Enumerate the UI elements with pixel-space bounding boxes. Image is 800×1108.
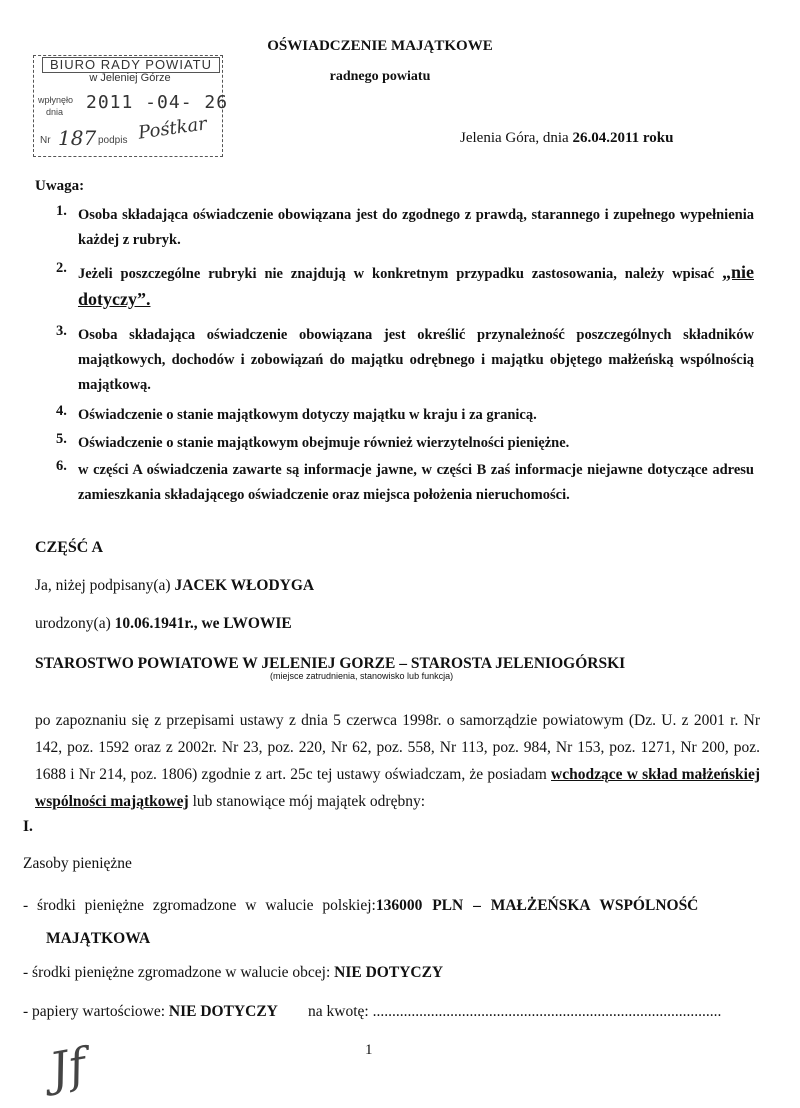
declaration-text: po zapoznaniu się z przepisami ustawy z dnia 5 czerwca 1998r. o samorządzie powiatowym (Dz. U. z 2001 r. Nr 142, poz. 1592 oraz z 2002r. Nr 23, poz. 220, Nr 62, poz. 558, Nr 113, poz. 984, Nr 153, poz. 1271, Nr 200, poz. 1688 i Nr 214, poz. 1806) zgodnie z art. 25c tej ustawy oświadczam, że posiadam xyxy=(35,712,760,783)
amount-line xyxy=(308,1003,721,1021)
birth-line xyxy=(35,615,292,633)
note-text: Osoba składająca oświadczenie obowiązana jest określić przynależność poszczególnych składników majątkowych, dochodów i zobowiązań do majątku odrębnego i majątku objętego małżeńską wspólnością majątkową. xyxy=(78,327,754,393)
note-text-part: Jeżeli poszczególne rubryki nie znajdują w konkretnym przypadku zastosowania, należy wpisać xyxy=(78,266,722,282)
handwritten-initials: Jf xyxy=(45,1037,90,1097)
employment-caption: (miejsce zatrudnienia, stanowisko lub funkcja) xyxy=(270,671,454,681)
foreign-value: NIE DOTYCZY xyxy=(334,964,444,981)
stamp-office: BIURO RADY POWIATU xyxy=(42,57,220,73)
note-text: Osoba składająca oświadczenie obowiązana jest do zgodnego z prawdą, starannego i zupełnego wypełnienia każdej z rubryk. xyxy=(78,207,754,248)
pln-label: - środki pieniężne zgromadzone w walucie polskiej: xyxy=(23,897,376,914)
note-number: 6. xyxy=(56,458,67,474)
amount-label: na kwotę: xyxy=(308,1003,373,1020)
birth-value: 10.06.1941r., we LWOWIE xyxy=(114,615,292,632)
stamp-nr-label: Nr xyxy=(40,135,51,146)
part-a-heading: CZĘŚĆ A xyxy=(35,539,104,556)
stamp-city: w Jeleniej Górze xyxy=(89,72,171,84)
declarant-label: Ja, niżej podpisany(a) xyxy=(35,577,175,594)
amount-dots: .......................................................................................... xyxy=(372,1003,722,1020)
note-text: Oświadczenie o stanie majątkowym obejmuje również wierzytelności pieniężne. xyxy=(78,435,570,451)
section-number: I. xyxy=(23,818,33,835)
stamp-date: 2011 -04- 26 xyxy=(86,92,229,113)
stamp-day-label: dnia xyxy=(46,107,64,117)
note-number: 5. xyxy=(56,431,67,447)
note-text: w części A oświadczenia zawarte są informacje jawne, w części B zaś informacje niejawne dotyczące adresu zamieszkania składającego oświadczenie oraz miejsca położenia nieruchomości. xyxy=(78,462,754,503)
birth-label: urodzony(a) xyxy=(35,615,115,632)
note-number: 3. xyxy=(56,323,67,339)
note-number: 1. xyxy=(56,203,67,219)
note-number: 2. xyxy=(56,260,67,276)
note-text: Oświadczenie o stanie majątkowym dotyczy majątku w kraju i za granicą. xyxy=(78,407,537,423)
stamp-received-label: wpłynęło xyxy=(38,95,74,105)
pln-value-cont: MAJĄTKOWA xyxy=(46,930,151,947)
stamp-sign-label: podpis xyxy=(98,135,128,146)
note-number: 4. xyxy=(56,403,67,419)
foreign-line xyxy=(23,964,443,982)
foreign-label: - środki pieniężne zgromadzone w walucie obcej: xyxy=(23,964,335,981)
declaration-text-end: lub stanowiące mój majątek odrębny: xyxy=(188,793,426,810)
declarant-line xyxy=(35,577,314,595)
securities-label: - papiery wartościowe: xyxy=(23,1003,169,1020)
place-date: 26.04.2011 xyxy=(572,130,640,146)
place-prefix: Jelenia Góra, dnia xyxy=(460,130,573,146)
stamp-nr-value: 187 xyxy=(58,126,97,150)
place-and-date xyxy=(460,130,673,147)
stamp-signature: Pośtkar xyxy=(136,113,209,144)
notes-heading: Uwaga: xyxy=(35,178,85,194)
document-title: OŚWIADCZENIE MAJĄTKOWE xyxy=(267,38,493,54)
pln-value: 136000 PLN – MAŁŻEŃSKA WSPÓLNOŚĆ xyxy=(375,897,699,914)
pln-line xyxy=(23,897,723,915)
note-text xyxy=(78,260,754,314)
securities-line xyxy=(23,1003,278,1021)
place-suffix: roku xyxy=(639,130,674,146)
page-number: 1 xyxy=(365,1042,373,1058)
securities-value: NIE DOTYCZY xyxy=(168,1003,278,1020)
employment: STAROSTWO POWIATOWE W JELENIEJ GORZE – STAROSTA JELENIOGÓRSKI xyxy=(35,655,626,672)
declarant-name: JACEK WŁODYGA xyxy=(174,577,315,594)
joint-property-phrase: wchodzące w skład małżeńskiej wspólności majątkowej xyxy=(35,766,760,810)
declaration-paragraph xyxy=(35,707,760,815)
not-applicable-phrase: „nie dotyczy”. xyxy=(78,262,754,309)
document-subtitle: radnego powiatu xyxy=(329,69,431,84)
resources-label: Zasoby pieniężne xyxy=(23,855,132,872)
